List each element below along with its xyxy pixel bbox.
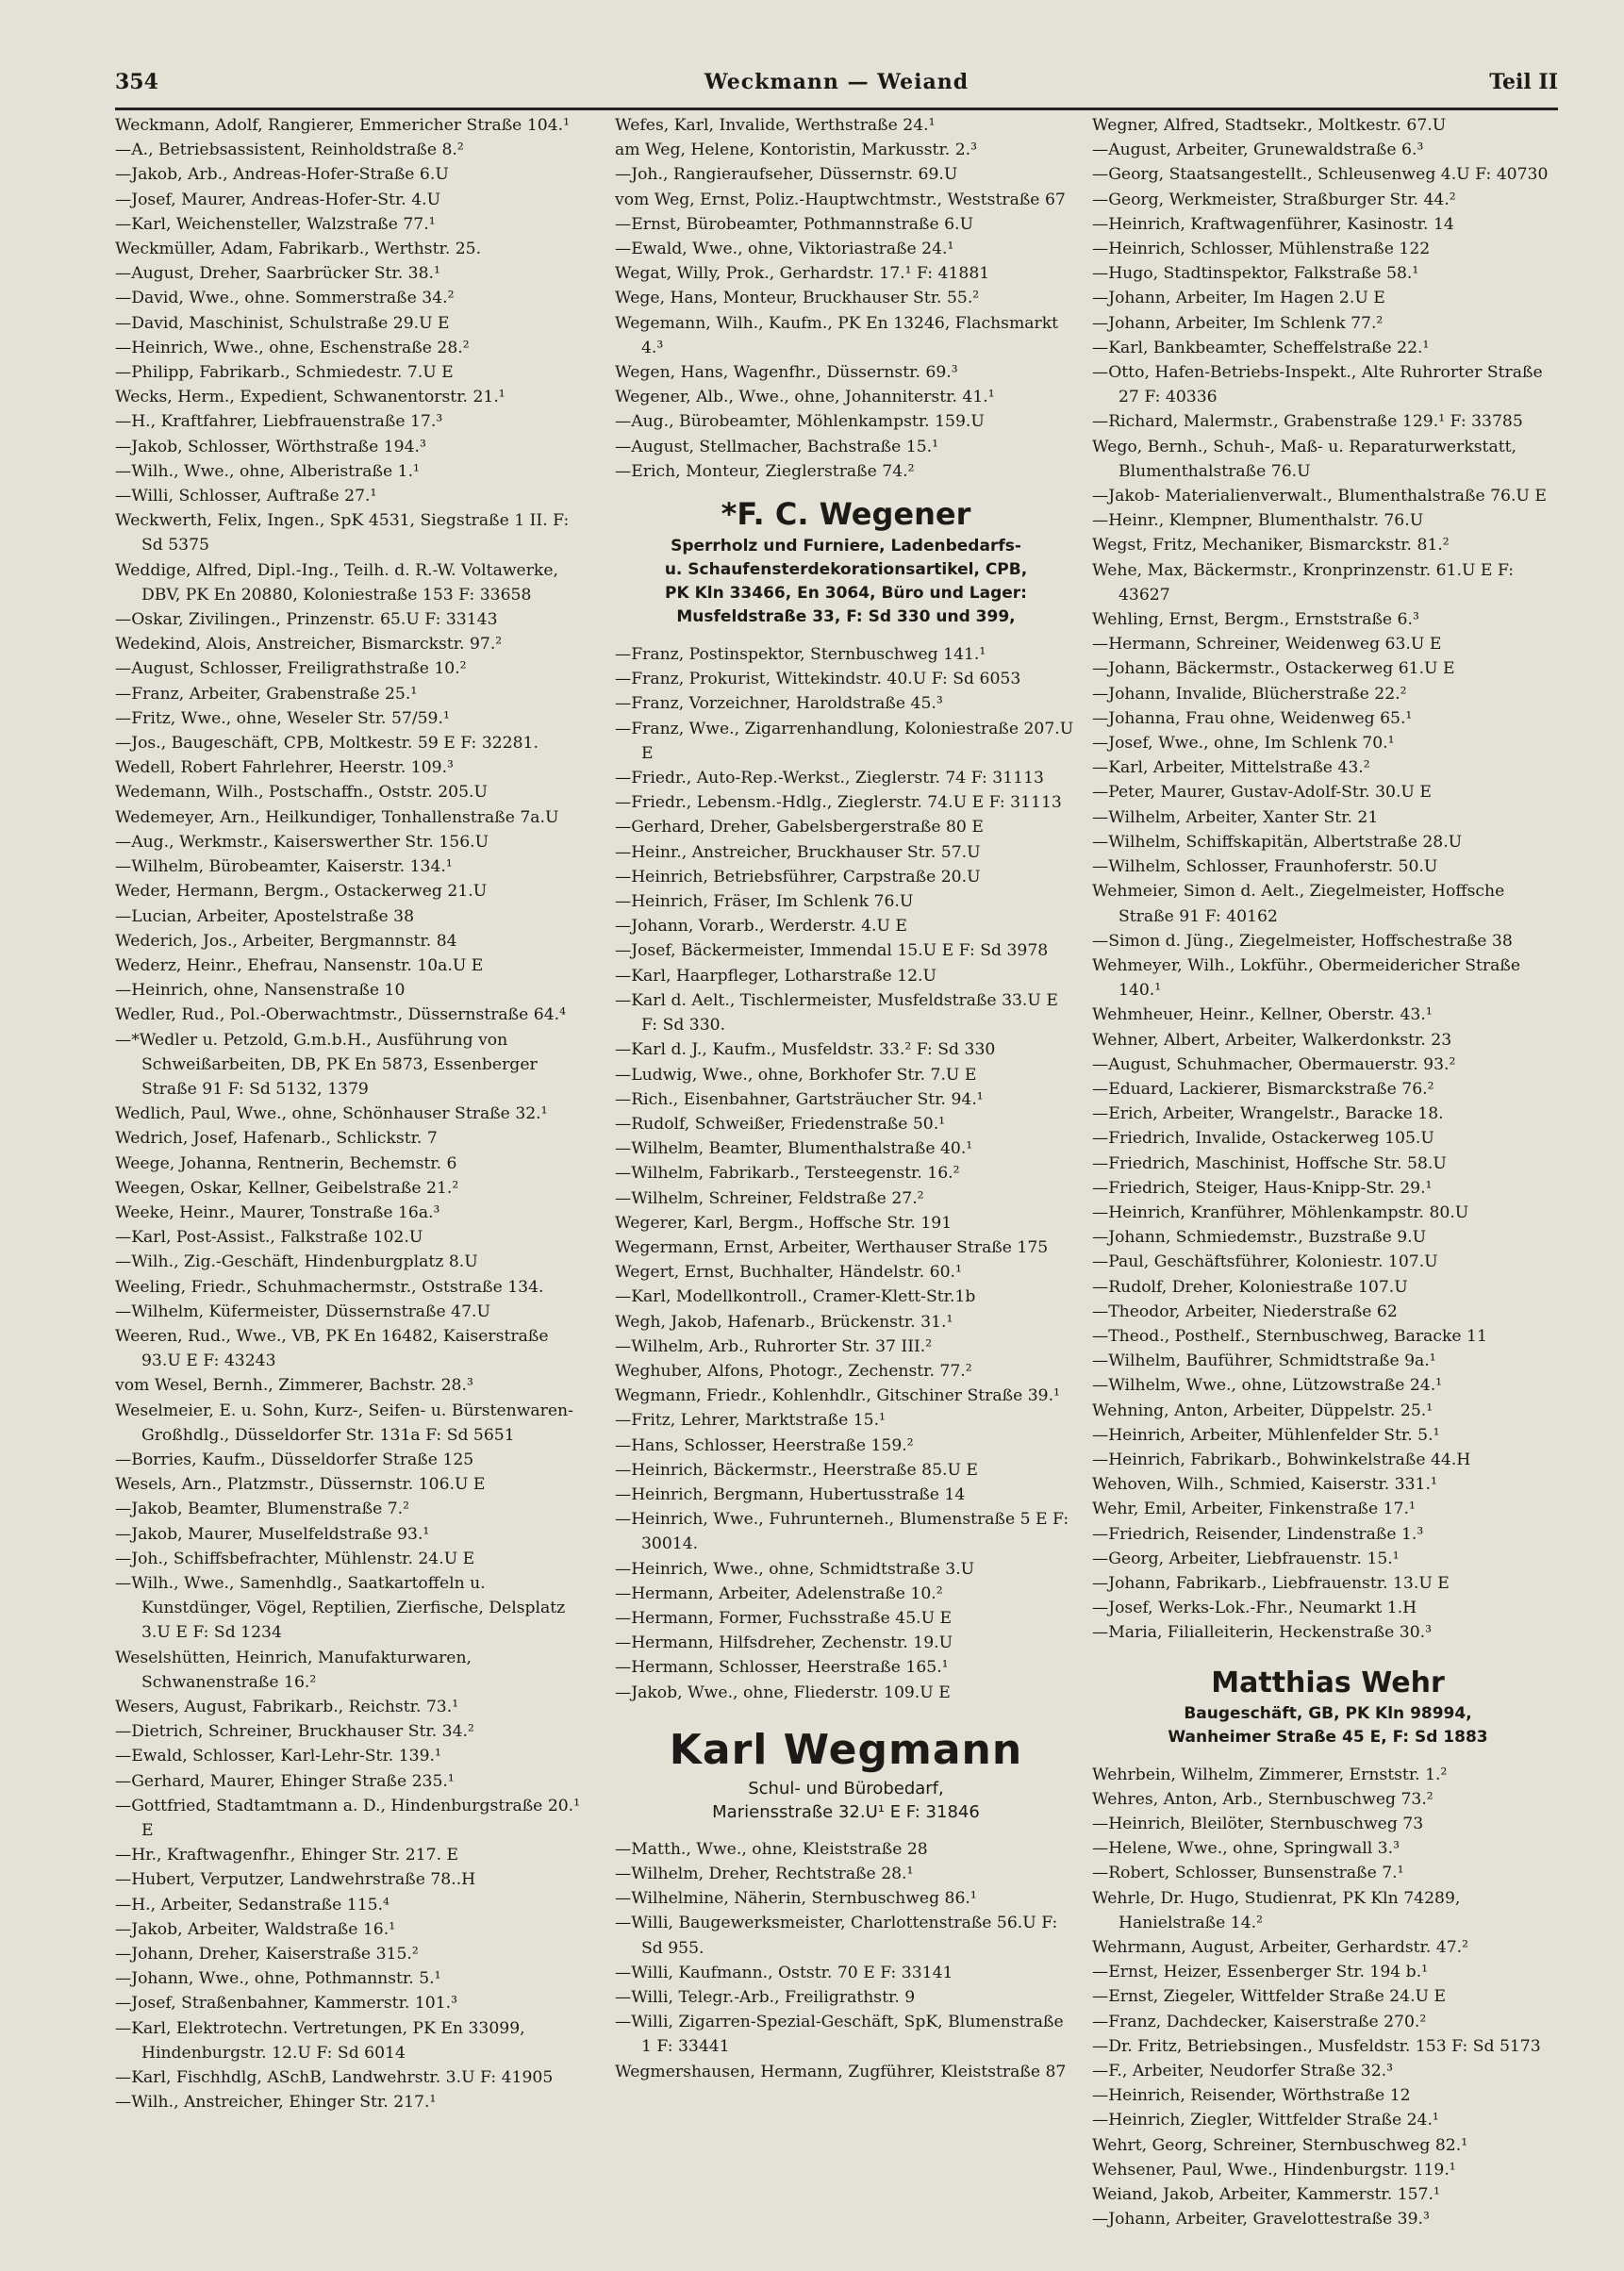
directory-entry: —Franz, Prokurist, Wittekindstr. 40.U F: Sd 6053 xyxy=(615,670,1021,689)
entries-col1-a xyxy=(115,113,587,2114)
directory-entry: am Weg, Helene, Kontoristin, Markusstr. 2.³ xyxy=(615,141,977,160)
directory-entry: Wesels, Arn., Platzmstr., Düssernstr. 106.U E xyxy=(115,1475,486,1495)
directory-entry: —Wilhelm, Bauführer, Schmidtstraße 9a.¹ xyxy=(1092,1351,1436,1371)
directory-entry: Wehrle, Dr. Hugo, Studienrat, PK Kln 74289, Hanielstraße 14.² xyxy=(1092,1888,1461,1932)
page-part: Teil II xyxy=(1489,70,1558,94)
page-header xyxy=(115,64,1558,110)
directory-entry: Weselshütten, Heinrich, Manufakturwaren, Schwanenstraße 16.² xyxy=(115,1648,472,1692)
directory-entry: —Hans, Schlosser, Heerstraße 159.² xyxy=(615,1435,914,1455)
directory-entry: —Friedrich, Reisender, Lindenstraße 1.³ xyxy=(1092,1524,1424,1544)
directory-entry: —Friedrich, Steiger, Haus-Knipp-Str. 29.¹ xyxy=(1092,1178,1433,1198)
directory-entry: —Jakob, Schlosser, Wörthstraße 194.³ xyxy=(115,437,426,456)
directory-entry: —Heinrich, Wwe., ohne, Schmidtstraße 3.U xyxy=(615,1559,975,1579)
directory-entry: —Johann, Invalide, Blücherstraße 22.² xyxy=(1092,684,1407,704)
directory-entry: Wegerer, Karl, Bergm., Hoffsche Str. 191 xyxy=(615,1213,953,1233)
directory-entry: —Erich, Monteur, Zieglerstraße 74.² xyxy=(615,461,915,481)
directory-entry: —Otto, Hafen-Betriebs-Inspekt., Alte Ruhrorter Straße 27 F: 40336 xyxy=(1092,363,1543,407)
directory-entry: —Johann, Vorarb., Werderstr. 4.U E xyxy=(615,917,907,937)
directory-entry: —Heinrich, Bergmann, Hubertusstraße 14 xyxy=(615,1484,966,1504)
directory-entry: —Wilhelm, Wwe., ohne, Lützowstraße 24.¹ xyxy=(1092,1376,1443,1396)
directory-entry: Wehres, Anton, Arb., Sternbuschweg 73.² xyxy=(1092,1789,1433,1809)
directory-entry: —Rudolf, Schweißer, Friedenstraße 50.¹ xyxy=(615,1114,946,1134)
ad-wegener-line: PK Kln 33466, En 3064, Büro und Lager: xyxy=(665,584,1027,604)
ad-wegmann-line: Schul- und Bürobedarf, xyxy=(748,1778,944,1799)
directory-entry: —Willi, Schlosser, Auftraße 27.¹ xyxy=(115,487,377,506)
directory-entry: Weder, Hermann, Bergm., Ostackerweg 21.U xyxy=(115,882,488,902)
directory-entry: —Aug., Werkmstr., Kaiserswerther Str. 156.U xyxy=(115,832,489,852)
directory-entry: Weghuber, Alfons, Photogr., Zechenstr. 77.² xyxy=(615,1361,972,1381)
directory-entry: —Wilh., Anstreicher, Ehinger Str. 217.¹ xyxy=(115,2093,437,2113)
directory-entry: —Lucian, Arbeiter, Apostelstraße 38 xyxy=(115,906,415,926)
directory-entry: —Heinrich, Bäckermstr., Heerstraße 85.U E xyxy=(615,1460,978,1480)
directory-entry: Wegst, Fritz, Mechaniker, Bismarckstr. 81.² xyxy=(1092,536,1450,555)
directory-entry: —Johann, Fabrikarb., Liebfrauenstr. 13.U E xyxy=(1092,1573,1450,1593)
directory-entry: —Jakob, Arbeiter, Waldstraße 16.¹ xyxy=(115,1919,396,1939)
directory-entry: —Heinr., Anstreicher, Bruckhauser Str. 57.U xyxy=(615,842,981,862)
directory-entry: —Josef, Werks-Lok.-Fhr., Neumarkt 1.H xyxy=(1092,1599,1417,1618)
directory-entry: —Helene, Wwe., ohne, Springwall 3.³ xyxy=(1092,1839,1400,1859)
directory-entry: —Gerhard, Dreher, Gabelsbergerstraße 80 E xyxy=(615,818,984,837)
directory-entry: —Franz, Vorzeichner, Haroldstraße 45.³ xyxy=(615,694,943,714)
directory-entry: —Karl, Weichensteller, Walzstraße 77.¹ xyxy=(115,214,436,234)
directory-entry: Wederz, Heinr., Ehefrau, Nansenstr. 10a.U E xyxy=(115,955,484,975)
ad-wegmann-name: Karl Wegmann xyxy=(669,1725,1023,1774)
directory-entry: —Karl d. J., Kaufm., Musfeldstr. 33.² F: Sd 330 xyxy=(615,1040,996,1060)
directory-entry: Weiand, Jakob, Arbeiter, Kammerstr. 157.¹ xyxy=(1092,2185,1440,2205)
directory-entry: Wehoven, Wilh., Schmied, Kaiserstr. 331.¹ xyxy=(1092,1475,1437,1495)
ad-wehr-line: Baugeschäft, GB, PK Kln 98994, xyxy=(1184,1703,1472,1723)
directory-entry: Wego, Bernh., Schuh-, Maß- u. Reparaturwerkstatt, Blumenthalstraße 76.U xyxy=(1092,437,1516,481)
directory-entry: —Wilhelm, Arbeiter, Xanter Str. 21 xyxy=(1092,807,1379,827)
directory-entry: —Johann, Arbeiter, Im Schlenk 77.² xyxy=(1092,313,1384,333)
directory-entry: —Hermann, Schlosser, Heerstraße 165.¹ xyxy=(615,1658,949,1678)
directory-entry: —Wilhelm, Küfermeister, Düssernstraße 47.U xyxy=(115,1301,490,1321)
column-1 xyxy=(115,113,587,2263)
entries-col3-b xyxy=(1092,1763,1564,2232)
directory-entry: Wedrich, Josef, Hafenarb., Schlickstr. 7 xyxy=(115,1129,438,1149)
directory-entry: —Karl d. Aelt., Tischlermeister, Musfeldstraße 33.U E F: Sd 330. xyxy=(615,990,1058,1036)
directory-entry: —David, Wwe., ohne. Sommerstraße 34.² xyxy=(115,289,455,308)
ad-wegener-line: Musfeldstraße 33, F: Sd 330 und 399, xyxy=(676,607,1016,627)
directory-entry: —Franz, Arbeiter, Grabenstraße 25.¹ xyxy=(115,684,418,704)
directory-entry: —Wilhelm, Schreiner, Feldstraße 27.² xyxy=(615,1188,924,1208)
directory-entry: —Friedrich, Maschinist, Hoffsche Str. 58.U xyxy=(1092,1153,1447,1173)
directory-entry: —Theodor, Arbeiter, Niederstraße 62 xyxy=(1092,1301,1398,1321)
directory-entry: —Wilhelm, Schiffskapitän, Albertstraße 28.U xyxy=(1092,832,1463,852)
directory-entry: —Heinrich, ohne, Nansenstraße 10 xyxy=(115,981,406,1001)
directory-entry: Wedlich, Paul, Wwe., ohne, Schönhauser Straße 32.¹ xyxy=(115,1104,548,1124)
directory-entry: —Heinrich, Fräser, Im Schlenk 76.U xyxy=(615,892,914,912)
directory-entry: —Wilhelm, Arb., Ruhrorter Str. 37 III.² xyxy=(615,1336,933,1356)
directory-entry: —Eduard, Lackierer, Bismarckstraße 76.² xyxy=(1092,1079,1434,1099)
directory-entry: —Rich., Eisenbahner, Gartsträucher Str. 94.¹ xyxy=(615,1089,984,1109)
directory-entry: —Heinrich, Arbeiter, Mühlenfelder Str. 5.¹ xyxy=(1092,1425,1440,1445)
directory-entry: —Johann, Dreher, Kaiserstraße 315.² xyxy=(115,1945,419,1964)
directory-entry: Wege, Hans, Monteur, Bruckhauser Str. 55.² xyxy=(615,289,980,308)
ad-wegmann-line: Mariensstraße 32.U¹ E F: 31846 xyxy=(712,1801,980,1822)
directory-entry: Weeke, Heinr., Maurer, Tonstraße 16a.³ xyxy=(115,1202,440,1222)
directory-entry: Weddige, Alfred, Dipl.-Ing., Teilh. d. R.-W. Voltawerke, DBV, PK En 20880, Koloniestraße 153 F: 33658 xyxy=(115,560,558,605)
ad-wegener-line: Sperrholz und Furniere, Ladenbedarfs- xyxy=(671,537,1021,556)
directory-entry: Wegmershausen, Hermann, Zugführer, Kleiststraße 87 xyxy=(615,2062,1067,2081)
ad-wehr xyxy=(1092,1665,1564,1749)
directory-entry: —Franz, Dachdecker, Kaiserstraße 270.² xyxy=(1092,2012,1427,2031)
ad-wegmann xyxy=(615,1724,1077,1824)
directory-entry: —Jakob- Materialienverwalt., Blumenthalstraße 76.U E xyxy=(1092,487,1547,506)
directory-entry: —Ludwig, Wwe., ohne, Borkhofer Str. 7.U E xyxy=(615,1065,977,1085)
directory-entry: —Friedr., Lebensm.-Hdlg., Zieglerstr. 74.U E F: 31113 xyxy=(615,793,1062,813)
directory-entry: —Franz, Postinspektor, Sternbuschweg 141.¹ xyxy=(615,645,986,665)
directory-entry: —Johann, Wwe., ohne, Pothmannstr. 5.¹ xyxy=(115,1969,441,1989)
ad-wegener-line: u. Schaufensterdekorationsartikel, CPB, xyxy=(664,560,1028,580)
directory-entry: —August, Dreher, Saarbrücker Str. 38.¹ xyxy=(115,264,440,284)
directory-entry: —Gerhard, Maurer, Ehinger Straße 235.¹ xyxy=(115,1771,455,1791)
directory-entry: Wegen, Hans, Wagenfhr., Düssernstr. 69.³ xyxy=(615,363,958,383)
directory-entry: —Karl, Bankbeamter, Scheffelstraße 22.¹ xyxy=(1092,338,1430,357)
directory-entry: Wehmeyer, Wilh., Lokführ., Obermeidericher Straße 140.¹ xyxy=(1092,955,1520,1001)
directory-entry: Wedler, Rud., Pol.-Oberwachtmstr., Düssernstraße 64.⁴ xyxy=(115,1005,567,1025)
directory-entry: Weeling, Friedr., Schuhmachermstr., Oststraße 134. xyxy=(115,1277,544,1297)
directory-entry: —Hermann, Schreiner, Weidenweg 63.U E xyxy=(1092,635,1442,655)
directory-entry: Wehner, Albert, Arbeiter, Walkerdonkstr. 23 xyxy=(1092,1030,1452,1050)
directory-entry: —H., Arbeiter, Sedanstraße 115.⁴ xyxy=(115,1895,389,1915)
directory-entry: —Willi, Zigarren-Spezial-Geschäft, SpK, Blumenstraße 1 F: 33441 xyxy=(615,2013,1064,2057)
directory-entry: —Johanna, Frau ohne, Weidenweg 65.¹ xyxy=(1092,708,1413,728)
directory-entry: —Matth., Wwe., ohne, Kleiststraße 28 xyxy=(615,1839,928,1859)
directory-entry: —Dietrich, Schreiner, Bruckhauser Str. 34.² xyxy=(115,1722,474,1742)
directory-entry: —Erich, Arbeiter, Wrangelstr., Baracke 18. xyxy=(1092,1104,1444,1124)
directory-entry: Weeren, Rud., Wwe., VB, PK En 16482, Kaiserstraße 93.U E F: 43243 xyxy=(115,1326,549,1371)
directory-entry: Wehrt, Georg, Schreiner, Sternbuschweg 82.¹ xyxy=(1092,2135,1468,2155)
directory-entry: —August, Schuhmacher, Obermauerstr. 93.² xyxy=(1092,1054,1456,1074)
entries-col2-a xyxy=(615,113,1077,484)
directory-entry: —Paul, Geschäftsführer, Koloniestr. 107.U xyxy=(1092,1252,1438,1272)
directory-entry: —Wilh., Zig.-Geschäft, Hindenburgplatz 8.U xyxy=(115,1252,478,1272)
directory-entry: —David, Maschinist, Schulstraße 29.U E xyxy=(115,313,450,333)
directory-entry: —Karl, Post-Assist., Falkstraße 102.U xyxy=(115,1228,423,1248)
directory-entry: Wegert, Ernst, Buchhalter, Händelstr. 60.¹ xyxy=(615,1263,962,1283)
directory-entry: —Joh., Schiffsbefrachter, Mühlenstr. 24.U E xyxy=(115,1549,475,1568)
directory-entry: —Hermann, Former, Fuchsstraße 45.U E xyxy=(615,1608,953,1628)
directory-entry: —Johann, Bäckermstr., Ostackerweg 61.U E xyxy=(1092,659,1455,679)
directory-entry: —Willi, Baugewerksmeister, Charlottenstraße 56.U F: Sd 955. xyxy=(615,1914,1058,1958)
directory-entry: —Hubert, Verputzer, Landwehrstraße 78..H xyxy=(115,1870,476,1890)
directory-entry: Wecks, Herm., Expedient, Schwanentorstr. 21.¹ xyxy=(115,388,505,407)
directory-entry: —Hermann, Arbeiter, Adelenstraße 10.² xyxy=(615,1583,943,1603)
directory-entry: Wegmann, Friedr., Kohlenhdlr., Gitschiner Straße 39.¹ xyxy=(615,1386,1060,1406)
directory-entry: —Heinr., Klempner, Blumenthalstr. 76.U xyxy=(1092,511,1424,531)
directory-entry: —Johann, Arbeiter, Im Hagen 2.U E xyxy=(1092,289,1385,308)
directory-entry: vom Wesel, Bernh., Zimmerer, Bachstr. 28.³ xyxy=(115,1376,473,1396)
directory-entry: —Georg, Werkmeister, Straßburger Str. 44.² xyxy=(1092,190,1456,209)
directory-entry: —Ernst, Bürobeamter, Pothmannstraße 6.U xyxy=(615,214,974,234)
directory-entry: —Ernst, Heizer, Essenberger Str. 194 b.¹ xyxy=(1092,1963,1429,1982)
directory-entry: —Heinrich, Bleilöter, Sternbuschweg 73 xyxy=(1092,1815,1424,1833)
directory-entry: —Jos., Baugeschäft, CPB, Moltkestr. 59 E F: 32281. xyxy=(115,734,539,754)
directory-entry: —Philipp, Fabrikarb., Schmiedestr. 7.U E xyxy=(115,363,454,383)
directory-entry: —Heinrich, Ziegler, Wittfelder Straße 24.¹ xyxy=(1092,2111,1439,2130)
directory-entry: —Josef, Bäckermeister, Immendal 15.U E F: Sd 3978 xyxy=(615,941,1049,961)
entries-col2-b xyxy=(615,642,1077,1705)
directory-entry: Wedekind, Alois, Anstreicher, Bismarckstr. 97.² xyxy=(115,635,503,655)
directory-entry: —Franz, Wwe., Zigarrenhandlung, Koloniestraße 207.U E xyxy=(615,719,1074,763)
directory-entry: —Georg, Staatsangestellt., Schleusenweg 4.U F: 40730 xyxy=(1092,165,1549,185)
directory-entry: —Wilh., Wwe., Samenhdlg., Saatkartoffeln u. Kunstdünger, Vögel, Reptilien, Zierfische, Delsplatz 3.U E F: Sd 1234 xyxy=(115,1573,566,1643)
directory-entry: —Wilhelm, Beamter, Blumenthalstraße 40.¹ xyxy=(615,1139,973,1159)
directory-entry: —Wilhelm, Bürobeamter, Kaiserstr. 134.¹ xyxy=(115,857,453,877)
directory-entry: —Johann, Schmiedemstr., Buzstraße 9.U xyxy=(1092,1228,1427,1248)
directory-entry: —Wilhelmine, Näherin, Sternbuschweg 86.¹ xyxy=(615,1889,977,1909)
directory-entry: —A., Betriebsassistent, Reinholdstraße 8.² xyxy=(115,141,464,160)
directory-entry: Wehr, Emil, Arbeiter, Finkenstraße 17.¹ xyxy=(1092,1500,1416,1519)
directory-entry: —Georg, Arbeiter, Liebfrauenstr. 15.¹ xyxy=(1092,1549,1400,1568)
directory-entry: —F., Arbeiter, Neudorfer Straße 32.³ xyxy=(1092,2062,1393,2081)
ad-wegener xyxy=(615,493,1077,629)
directory-entry: Weckwerth, Felix, Ingen., SpK 4531, Siegstraße 1 II. F: Sd 5375 xyxy=(115,511,570,555)
directory-entry: —*Wedler u. Petzold, G.m.b.H., Ausführung von Schweißarbeiten, DB, PK En 5873, Essenberger Straße 91 F: Sd 5132, 1379 xyxy=(115,1030,538,1099)
column-2 xyxy=(615,113,1077,2263)
directory-entry: Wehmheuer, Heinr., Kellner, Oberstr. 43.¹ xyxy=(1092,1005,1433,1025)
directory-entry: —Dr. Fritz, Betriebsingen., Musfeldstr. 153 F: Sd 5173 xyxy=(1092,2036,1541,2056)
directory-entry: —Karl, Modellkontroll., Cramer-Klett-Str.1b xyxy=(615,1287,976,1307)
directory-entry: —Ernst, Ziegeler, Wittfelder Straße 24.U E xyxy=(1092,1987,1447,2007)
directory-entry: —August, Schlosser, Freiligrathstraße 10.² xyxy=(115,659,467,679)
directory-entry: —Josef, Maurer, Andreas-Hofer-Str. 4.U xyxy=(115,190,441,209)
directory-entry: —Theod., Posthelf., Sternbuschweg, Baracke 11 xyxy=(1092,1326,1487,1346)
directory-entry: Wegener, Alb., Wwe., ohne, Johanniterstr. 41.¹ xyxy=(615,388,995,407)
directory-entry: —Josef, Straßenbahner, Kammerstr. 101.³ xyxy=(115,1994,457,2014)
directory-entry: —Heinrich, Schlosser, Mühlenstraße 122 xyxy=(1092,240,1431,259)
directory-entry: Weege, Johanna, Rentnerin, Bechemstr. 6 xyxy=(115,1153,457,1173)
directory-entry: —Maria, Filialleiterin, Heckenstraße 30.³ xyxy=(1092,1623,1433,1643)
directory-entry: Wegat, Willy, Prok., Gerhardstr. 17.¹ F: 41881 xyxy=(615,264,990,284)
directory-entry: —Karl, Arbeiter, Mittelstraße 43.² xyxy=(1092,758,1370,778)
directory-entry: —Rudolf, Dreher, Koloniestraße 107.U xyxy=(1092,1277,1408,1297)
directory-entry: —H., Kraftfahrer, Liebfrauenstraße 17.³ xyxy=(115,412,443,432)
directory-entry: —Jakob, Wwe., ohne, Fliederstr. 109.U E xyxy=(615,1683,951,1702)
directory-entry: —Hermann, Hilfsdreher, Zechenstr. 19.U xyxy=(615,1633,953,1653)
directory-entry: —Wilhelm, Fabrikarb., Tersteegenstr. 16.² xyxy=(615,1164,960,1184)
directory-entry: —Friedr., Auto-Rep.-Werkst., Zieglerstr. 74 F: 31113 xyxy=(615,769,1044,788)
directory-entry: —Borries, Kaufm., Düsseldorfer Straße 125 xyxy=(115,1450,474,1469)
directory-entry: —Gottfried, Stadtamtmann a. D., Hindenburgstraße 20.¹ E xyxy=(115,1796,581,1841)
directory-entry: —Ewald, Schlosser, Karl-Lehr-Str. 139.¹ xyxy=(115,1747,441,1766)
directory-entry: —Fritz, Lehrer, Marktstraße 15.¹ xyxy=(615,1411,886,1431)
directory-entry: Wehling, Ernst, Bergm., Ernststraße 6.³ xyxy=(1092,610,1419,630)
directory-entry: —Willi, Kaufmann., Oststr. 70 E F: 33141 xyxy=(615,1963,953,1982)
directory-entry: —Heinrich, Fabrikarb., Bohwinkelstraße 44.H xyxy=(1092,1450,1471,1469)
ad-wegener-name: *F. C. Wegener xyxy=(721,496,971,533)
directory-entry: Wehning, Anton, Arbeiter, Düppelstr. 25.¹ xyxy=(1092,1401,1433,1420)
directory-entry: —Karl, Fischhdlg, ASchB, Landwehrstr. 3.U F: 41905 xyxy=(115,2068,554,2088)
entries-col2-c xyxy=(615,1837,1077,2084)
directory-entry: Wehsener, Paul, Wwe., Hindenburgstr. 119.¹ xyxy=(1092,2160,1456,2180)
directory-entry: Weegen, Oskar, Kellner, Geibelstraße 21.² xyxy=(115,1178,459,1198)
directory-entry: Wegh, Jakob, Hafenarb., Brückenstr. 31.¹ xyxy=(615,1312,953,1332)
directory-entry: —Friedrich, Invalide, Ostackerweg 105.U xyxy=(1092,1129,1434,1149)
directory-entry: Wesers, August, Fabrikarb., Reichstr. 73.¹ xyxy=(115,1698,459,1716)
directory-entry: —Ewald, Wwe., ohne, Viktoriastraße 24.¹ xyxy=(615,240,954,259)
directory-entry: Wederich, Jos., Arbeiter, Bergmannstr. 84 xyxy=(115,931,457,951)
column-3 xyxy=(1092,113,1564,2263)
directory-entry: —Wilhelm, Schlosser, Fraunhoferstr. 50.U xyxy=(1092,857,1438,877)
directory-entry: —Fritz, Wwe., ohne, Weseler Str. 57/59.¹ xyxy=(115,708,450,728)
directory-entry: —Heinrich, Kraftwagenführer, Kasinostr. 14 xyxy=(1092,214,1454,234)
directory-entry: —Jakob, Arb., Andreas-Hofer-Straße 6.U xyxy=(115,165,449,185)
directory-entry: —August, Stellmacher, Bachstraße 15.¹ xyxy=(615,437,939,456)
directory-entry: Wedemann, Wilh., Postschaffn., Oststr. 205.U xyxy=(115,783,488,803)
directory-entry: Weselmeier, E. u. Sohn, Kurz-, Seifen- u. Bürstenwaren-Großhdlg., Düsseldorfer Str. 131a F: Sd 5651 xyxy=(115,1401,573,1445)
directory-entry: Wehrmann, August, Arbeiter, Gerhardstr. 47.² xyxy=(1092,1938,1469,1958)
directory-entry: Wehmeier, Simon d. Aelt., Ziegelmeister, Hoffsche Straße 91 F: 40162 xyxy=(1092,882,1505,926)
directory-entry: Wegner, Alfred, Stadtsekr., Moltkestr. 67.U xyxy=(1092,116,1447,135)
directory-entry: Wehe, Max, Bäckermstr., Kronprinzenstr. 61.U E F: 43627 xyxy=(1092,560,1515,605)
directory-entry: vom Weg, Ernst, Poliz.-Hauptwchtmstr., Weststraße 67 xyxy=(615,190,1066,209)
directory-entry: —Peter, Maurer, Gustav-Adolf-Str. 30.U E xyxy=(1092,783,1432,803)
directory-entry: —Johann, Arbeiter, Gravelottestraße 39.³ xyxy=(1092,2210,1430,2230)
directory-entry: Wehrbein, Wilhelm, Zimmerer, Ernststr. 1.² xyxy=(1092,1765,1448,1784)
directory-entry: Wegermann, Ernst, Arbeiter, Werthauser Straße 175 xyxy=(615,1237,1049,1257)
directory-entry: —Karl, Elektrotechn. Vertretungen, PK En 33099, Hindenburgstr. 12.U F: Sd 6014 xyxy=(115,2018,525,2063)
directory-entry: —Heinrich, Kranführer, Möhlenkampstr. 80.U xyxy=(1092,1202,1469,1222)
directory-entry: Weckmüller, Adam, Fabrikarb., Werthstr. 25. xyxy=(115,240,482,259)
directory-entry: —Hugo, Stadtinspektor, Falkstraße 58.¹ xyxy=(1092,264,1419,284)
directory-entry: Wegemann, Wilh., Kaufm., PK En 13246, Flachsmarkt 4.³ xyxy=(615,313,1059,357)
directory-entry: —Willi, Telegr.-Arb., Freiligrathstr. 9 xyxy=(615,1988,916,2007)
directory-entry: —Jakob, Beamter, Blumenstraße 7.² xyxy=(115,1500,410,1519)
directory-entry: —Joh., Rangieraufseher, Düssernstr. 69.U xyxy=(615,165,958,185)
directory-entry: —Heinrich, Wwe., Fuhrunterneh., Blumenstraße 5 E F: 30014. xyxy=(615,1510,1069,1554)
directory-entry: Wedell, Robert Fahrlehrer, Heerstr. 109.³ xyxy=(115,758,454,778)
directory-entry: Weckmann, Adolf, Rangierer, Emmericher Straße 104.¹ xyxy=(115,116,570,135)
page-number: 354 xyxy=(115,70,158,94)
directory-entry: —Karl, Haarpfleger, Lotharstraße 12.U xyxy=(615,966,937,986)
directory-entry: —Heinrich, Betriebsführer, Carpstraße 20.U xyxy=(615,867,981,887)
page-title: Weckmann — Weiand xyxy=(704,70,969,94)
directory-entry: Wefes, Karl, Invalide, Werthstraße 24.¹ xyxy=(615,116,936,135)
directory-entry: —Wilh., Wwe., ohne, Alberistraße 1.¹ xyxy=(115,461,420,481)
directory-entry: —Heinrich, Reisender, Wörthstraße 12 xyxy=(1092,2086,1411,2106)
directory-entry: —Wilhelm, Dreher, Rechtstraße 28.¹ xyxy=(615,1864,914,1883)
directory-entry: Wedemeyer, Arn., Heilkundiger, Tonhallenstraße 7a.U xyxy=(115,807,559,827)
ad-wehr-name: Matthias Wehr xyxy=(1211,1666,1445,1699)
entries-col3-a xyxy=(1092,113,1564,1646)
directory-entry: —August, Arbeiter, Grunewaldstraße 6.³ xyxy=(1092,141,1424,160)
directory-entry: —Simon d. Jüng., Ziegelmeister, Hoffschestraße 38 xyxy=(1092,931,1513,951)
directory-entry: —Oskar, Zivilingen., Prinzenstr. 65.U F: 33143 xyxy=(115,610,498,630)
directory-entry: —Heinrich, Wwe., ohne, Eschenstraße 28.² xyxy=(115,338,470,357)
directory-entry: —Hr., Kraftwagenfhr., Ehinger Str. 217. E xyxy=(115,1846,459,1865)
ad-wehr-line: Wanheimer Straße 45 E, F: Sd 1883 xyxy=(1168,1727,1488,1747)
directory-entry: —Aug., Bürobeamter, Möhlenkampstr. 159.U xyxy=(615,412,985,432)
directory-entry: —Josef, Wwe., ohne, Im Schlenk 70.¹ xyxy=(1092,734,1395,754)
directory-entry: —Richard, Malermstr., Grabenstraße 129.¹ F: 33785 xyxy=(1092,412,1523,432)
directory-entry: —Jakob, Maurer, Muselfeldstraße 93.¹ xyxy=(115,1524,430,1544)
directory-entry: —Robert, Schlosser, Bunsenstraße 7.¹ xyxy=(1092,1864,1404,1883)
